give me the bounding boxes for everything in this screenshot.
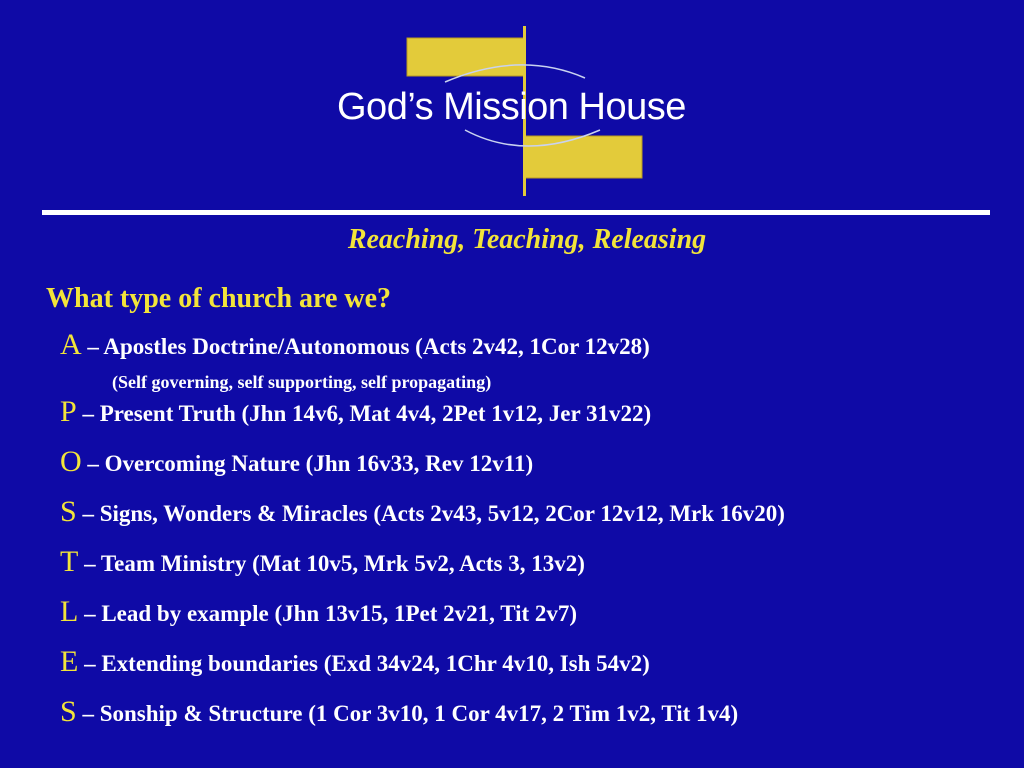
item-text: – Apostles Doctrine/Autonomous (Acts 2v42, 1Cor 12v28) bbox=[81, 334, 650, 359]
list-item bbox=[60, 645, 650, 679]
logo-top-block bbox=[407, 38, 524, 76]
list-item bbox=[60, 695, 738, 729]
item-text: – Team Ministry (Mat 10v5, Mrk 5v2, Acts 3, 13v2) bbox=[78, 551, 585, 576]
list-item bbox=[60, 595, 577, 629]
item-letter: P bbox=[60, 395, 77, 428]
logo-title: God’s Mission House bbox=[337, 86, 686, 128]
list-item bbox=[60, 395, 651, 429]
tagline: Reaching, Teaching, Releasing bbox=[347, 224, 707, 255]
item-letter: L bbox=[60, 595, 79, 628]
item-letter: E bbox=[60, 645, 79, 678]
item-letter: S bbox=[60, 495, 77, 528]
item-letter: O bbox=[60, 445, 82, 478]
list-item bbox=[60, 495, 785, 529]
item-subnote: (Self governing, self supporting, self propagating) bbox=[112, 372, 492, 392]
item-text: – Present Truth (Jhn 14v6, Mat 4v4, 2Pet 1v12, Jer 31v22) bbox=[76, 401, 652, 426]
list-item bbox=[60, 545, 585, 579]
item-text: – Lead by example (Jhn 13v15, 1Pet 2v21, Tit 2v7) bbox=[78, 601, 578, 626]
item-letter: A bbox=[60, 328, 82, 361]
list-item bbox=[60, 328, 650, 362]
item-text: – Extending boundaries (Exd 34v24, 1Chr 4v10, Ish 54v2) bbox=[78, 651, 650, 676]
item-text: – Sonship & Structure (1 Cor 3v10, 1 Cor 4v17, 2 Tim 1v2, Tit 1v4) bbox=[76, 701, 739, 726]
divider bbox=[42, 210, 990, 215]
item-text: – Signs, Wonders & Miracles (Acts 2v43, 5v12, 2Cor 12v12, Mrk 16v20) bbox=[76, 501, 785, 526]
item-letter: S bbox=[60, 695, 77, 728]
logo-bottom-block bbox=[525, 136, 642, 178]
item-text: – Overcoming Nature (Jhn 16v33, Rev 12v11) bbox=[81, 451, 534, 476]
item-letter: T bbox=[60, 545, 79, 578]
logo bbox=[0, 0, 1024, 210]
list-item bbox=[60, 445, 533, 479]
question-heading: What type of church are we? bbox=[46, 283, 392, 314]
